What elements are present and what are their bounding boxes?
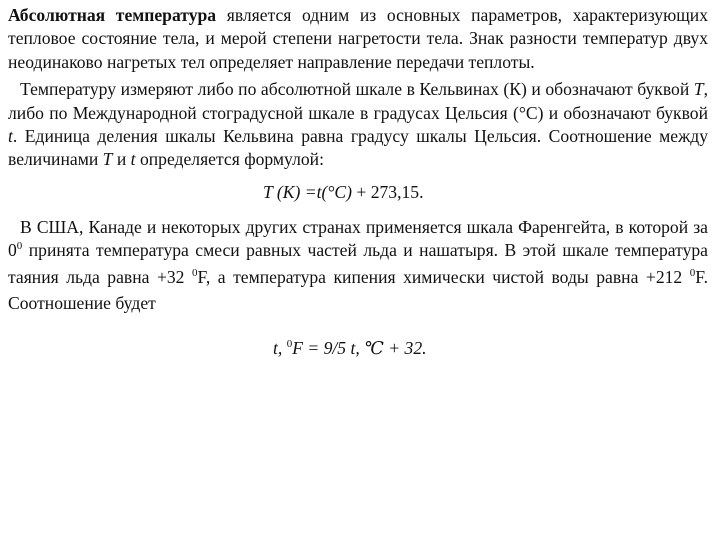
paragraph-text: F. Соотношение будет [8,266,709,314]
paragraph-text: . Единица деления шкалы Кельвина равна градусу шкалы Цельсия. Соотношение между величинами [8,126,708,170]
paragraph-text: , либо по Международной стоградусной шкале в градусах Цельсия (°С) и обозначают буквой [8,79,708,123]
variable-t: t [130,149,136,170]
superscript: 0 [286,338,293,351]
superscript: 0 [689,266,696,279]
variable-T: T [102,149,113,170]
paragraph-text: определяется формулой: [135,149,324,170]
paragraph-text: является одним из основных параметров, характеризующих тепловое состояние тела, и мерой степени нагретости тела. Знак разности температур двух неодинаково нагретых тел определяет направление передачи теплоты. [8,5,708,72]
paragraph-text: и [112,149,131,170]
paragraph-fahrenheit [8,216,708,316]
paragraph-text: принята температура смеси равных частей льда и нашатыря. В этой шкале температура таяния льда равна +32 [8,240,708,287]
paragraph-temperature-scales [8,78,708,172]
paragraph-text: Температуру измеряют либо по абсолютной шкале в Кельвинах (К) и обозначают буквой [20,79,694,100]
paragraph-text: В США, Канаде и некоторых других странах применяется шкала Фаренгейта, в которой за 0 [8,216,708,261]
superscript: 0 [16,240,23,253]
formula-rhs: + 273,15. [351,181,424,202]
paragraph-absolute-temperature [8,4,708,74]
document-page [8,4,708,363]
paragraph-text: F, а температура кипения химически чистой воды равна +212 [197,266,690,287]
formula-lhs: T (K) =t(°C) [263,181,352,202]
variable-T: T [693,79,704,100]
formula-fahrenheit [273,337,708,363]
bold-term: Абсолютная температура [8,5,217,25]
superscript: 0 [192,266,198,279]
formula-kelvin-celsius [263,181,708,204]
variable-t: t [8,126,13,147]
formula-part: t, [273,338,287,359]
formula-part: F = 9/5 t, ℃ + 32. [292,338,427,359]
